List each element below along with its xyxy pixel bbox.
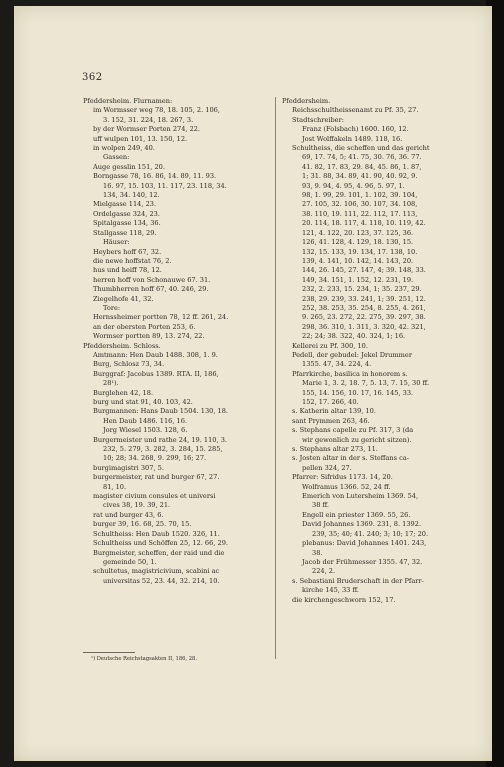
index-entry-line: 252, 38. 253, 35. 254, 8. 255, 4. 261, [302,303,426,312]
index-entry-line: Schultheiss: Hen Daub 1520. 326, 11. [93,529,220,538]
index-entry-line: in wolpen 249, 40. [93,144,155,153]
index-entry-line: Burglehen 42, 18. [93,388,154,397]
index-entry-line: burger 39, 16. 68, 25. 70, 15. [93,520,192,529]
index-entry-line: sant Prymmen 263, 46. [292,416,370,425]
index-entry-line: Reichsschultheissenamt zu Pf. 35, 27. [292,106,419,115]
index-entry-line: Pedell, der gebudel: Jekel Drummer [292,350,412,359]
index-entry-line: 224, 2. [312,567,336,576]
index-entry-line: 41. 82, 17. 83, 29. 84, 45. 86, 1. 87, [302,162,422,171]
index-entry-line: magister civium consules et universi [93,492,216,501]
index-entry-line: 132, 15. 133, 19. 134, 17. 138, 10. [302,247,418,256]
page-number: 362 [82,72,103,83]
index-entry-line: Stallgasse 118, 29. [93,228,157,237]
index-entry-line: wir gewonlich zu gericht sitzen). [302,435,412,444]
index-entry-line: Wormser portten 89, 13. 274, 22. [93,332,205,341]
index-entry-line: hus und heiff 78, 12. [93,266,162,275]
index-entry-line: 149, 34. 151, 1. 152, 12. 231, 19. [302,275,414,284]
index-entry-line: 121, 4. 122, 20. 123, 37. 125, 36. [302,228,414,237]
index-entry-line: Jorg Wiesel 1503. 128, 6. [103,426,188,435]
index-entry-line: Burgermeister und rathe 24, 19. 110, 3. [93,435,227,444]
index-entry-line: 238, 29. 239, 33. 241, 1; 39. 251, 12. [302,294,426,303]
index-entry-line: 126, 41. 128, 4. 129, 18. 130, 15. [302,238,414,247]
index-entry-line: schultetus, magistricivium, scabini ac [93,567,220,576]
index-column-right [282,97,470,605]
index-entry-line: burgermeister, rat und burger 67, 27. [93,473,220,482]
index-entry-line: Jost Wolffakeln 1489. 118, 16. [302,134,403,143]
index-entry-line: 152, 17. 266, 40. [302,398,359,406]
index-entry-line: 139, 4. 141, 10. 142, 14. 143, 20. [302,256,414,265]
index-entry-line: Häuser: [103,238,130,247]
index-entry-line: Pfeddersheim. Flurnamen: [83,97,173,105]
index-entry-line: Emerich von Lutersheim 1369. 54, [302,492,419,501]
index-entry-line: cives 38, 19. 39, 21. [103,501,171,510]
index-entry-line: Mielgasse 114, 23. [93,200,157,209]
index-entry-line: Spitalgasse 134, 36. [93,219,161,228]
index-entry-line: herren hoff von Schonauwe 67. 31. [93,275,211,284]
index-entry-line: Thumbherren hoff 67, 40. 246, 29. [93,285,209,294]
index-entry-line: 22; 24; 38. 322, 40. 324, 1; 16. [302,332,406,341]
index-entry-line: 232, 2. 233, 15. 234, 1; 35. 237, 29. [302,285,422,294]
index-entry-line: Burgmannen: Hans Daub 1504. 130, 18. [93,407,229,416]
index-entry-line: s. Katherin altar 139, 10. [292,407,376,416]
index-entry-line: 298, 36. 310, 1. 311, 3. 320, 42. 321, [302,322,426,331]
index-entry-line: 27. 105, 32. 106, 30. 107, 34. 108, [302,200,418,209]
index-entry-line: Burggraf: Jacobus 1389. RTA. II, 186, [93,369,219,378]
index-entry-line: 38. [312,548,323,557]
index-entry-line: kirche 145, 33 ff. [302,586,360,595]
index-entry-line: Marie 1, 3. 2, 18. 7, 5. 13, 7. 15, 30 ff. [302,379,430,388]
index-entry-line: gemeinde 50, 1. [103,557,157,566]
index-entry-line: an der obersten Porten 253, 6. [93,322,196,331]
index-entry-line: 98, 1. 99, 29. 101, 1. 102, 39. 104, [302,191,418,200]
index-entry-line: Jacob der Frühmesser 1355. 47, 32. [302,557,423,566]
index-entry-line: Schultheiss, die scheffen und das gericht [292,144,430,153]
index-entry-line: 93, 9. 94, 4. 95, 4. 96, 5. 97, 1. [302,181,405,190]
index-entry-line: universitas 52, 23. 44, 32. 214, 10. [103,576,220,585]
index-entry-line: burg und stat 91, 40. 103, 42. [93,398,193,406]
index-entry-line: 38 ff. [312,501,330,510]
index-entry-line: uff wulpen 101, 13. 150, 12. [93,134,188,143]
index-entry-line: im Wormsser weg 78, 18. 105, 2. 106, [93,106,220,115]
index-entry-line: 16. 97, 15. 103, 11. 117, 23. 118, 34. [103,181,227,190]
index-entry-line: s. Stephans altar 273, 11. [292,445,378,454]
index-entry-line: pellen 324, 27. [302,463,352,472]
index-entry-line: 28¹). [103,379,119,388]
index-entry-line: by der Wormser Porten 274, 22. [93,125,201,134]
index-entry-line: Amtmann: Hen Daub 1488. 308, 1. 9. [93,350,218,359]
index-entry-line: Wolframus 1366. 52, 24 ff. [302,482,391,491]
index-entry-line: Pfarrer: Sifridus 1173. 14, 20. [292,473,393,482]
index-entry-line: 69, 17. 74, 5; 41. 75, 30. 76, 36. 77. [302,153,422,162]
index-entry-line: David Johannes 1369. 231, 8. 1392. [302,520,422,529]
index-entry-line: 38. 110, 19. 111, 22. 112, 17. 113, [302,209,418,218]
index-entry-line: Pfeddersheim. Schloss. [83,341,161,350]
index-entry-line: 1; 31. 88, 34. 89, 41. 90, 40. 92, 9. [302,172,418,181]
index-entry-line: Franz (Folsbach) 1600. 160, 12. [302,125,409,134]
index-entry-line: Kellerei zu Pf. 300, 10. [292,341,368,350]
index-entry-line: Heybers hoff 67, 32. [93,247,162,256]
index-entry-line: 134, 34. 140, 12. [103,191,160,200]
index-entry-line: Schultheiss und Schöffen 25, 12. 66, 29. [93,539,228,548]
index-entry-line: 232, 5. 279, 3. 282, 3. 284, 15. 285, [103,445,223,454]
index-entry-line: Burgmeister, scheffen, der raid und die [93,548,225,557]
index-entry-line: burgimagistri 307, 5. [93,463,164,472]
index-entry-line: Burg, Schlosz 73, 34. [93,360,165,369]
footnote-rule [83,652,135,653]
index-entry-line: Gassen: [103,153,130,162]
index-entry-line: die kirchengeschworn 152, 17. [292,595,396,604]
index-entry-line: Hen Daub 1486. 116, 16. [103,416,188,425]
index-entry-line: die newe hoffstat 76, 2. [93,256,172,265]
index-entry-line: 10; 28; 34. 268, 9. 299, 16; 27. [103,454,207,463]
index-entry-line: rat und burger 43, 6. [93,510,164,519]
index-entry-line: Engell ein priester 1369. 55, 26. [302,510,411,519]
index-entry-line: Ordelgasse 324, 23. [93,209,160,218]
index-entry-line: 1355. 47, 34. 224, 4. [302,360,372,369]
index-entry-line: Pfarrkirche, basilica in honorem s. [292,369,408,378]
index-entry-line: s. Stephans capelle zu Pf. 317, 3 (da [292,426,414,435]
index-entry-line: 20. 114, 18. 117, 4. 118, 10. 119, 42. [302,219,426,228]
footnote: ¹) Deutsche Reichstagsakten II, 186, 28. [91,656,197,662]
index-entry-line: 3. 152, 31. 224, 18. 267, 3. [103,115,194,124]
index-entry-line: Pfeddersheim. [282,97,331,105]
index-entry-line: Ziegelhofe 41, 32. [93,294,154,303]
index-entry-line: s. Sebastiani Bruderschaft in der Pfarr- [292,576,424,585]
index-entry-line: Tore: [103,303,121,312]
index-entry-line: 144, 26. 145, 27. 147, 4; 39. 148, 33. [302,266,426,275]
index-column-left [83,97,265,586]
index-entry-line: Hernssheimer portten 78, 12 ff. 261, 24. [93,313,229,322]
index-entry-line: 9. 265, 23. 272, 22. 275, 39. 297, 38. [302,313,426,322]
index-entry-line: Borngasse 78, 16. 86, 14. 89, 11. 93. [93,172,217,181]
index-entry-line: Auge gesslin 151, 20. [93,162,165,171]
index-entry-line: Stadtschreiber: [292,115,344,124]
column-divider [275,97,276,659]
index-entry-line: 155, 14. 156, 10. 17, 16. 145, 33. [302,388,414,397]
index-entry-line: plebanus: David Johannes 1401. 243, [302,539,427,548]
index-entry-line: 81, 10. [103,482,127,491]
index-entry-line: 239, 35; 40; 41. 240; 3; 10; 17; 20. [312,529,429,538]
index-entry-line: s. Josten altar in der s. Steffans ca- [292,454,409,463]
